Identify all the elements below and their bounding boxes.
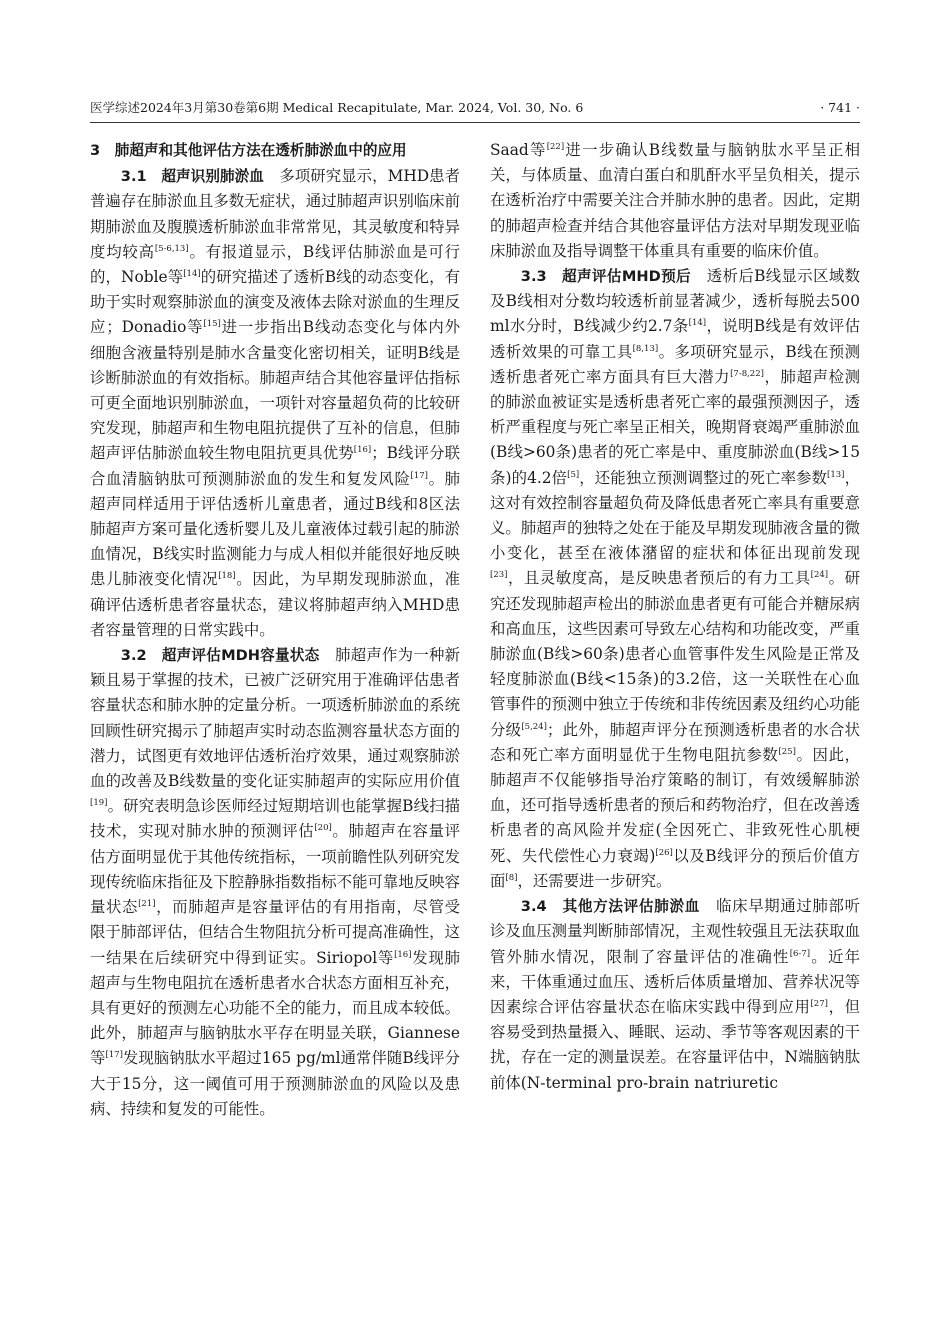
- citation: [18]: [218, 571, 236, 582]
- page-number: · 741 ·: [820, 100, 860, 115]
- citation: [25]: [778, 746, 796, 757]
- citation: [16]: [353, 445, 372, 456]
- section-3-2-continuation: Saad等[22]进一步确认B线数量与脑钠肽水平呈正相关，与体质量、血清白蛋白和肌酐水平呈负相关，提示在透析治疗中需要关注合并肺水肿的患者。因此，定期的肺超声检查并结合其他容量评估方法对早期发现亚临床肺淤血及指导调整干体重具有重要的临床价值。: [490, 141, 860, 260]
- citation: [5]: [567, 469, 580, 480]
- citation: [8,13]: [632, 343, 659, 354]
- section-3-2-paragraph: 3.2 超声评估MDH容量状态 肺超声作为一种新颖且易于掌握的技术，已被广泛研究用于准确评估患者容量状态和肺水肿的定量分析。一项透析肺淤血的系统回顾性研究揭示了肺超声实时动态监测容量状态方面的潜力，试图更有效地评估透析治疗效果，通过观察肺淤血的改善及B线数量的变化证实肺超声的实际应用价值[19]。研究表明急诊医师经过短期培训也能掌握B线扫描技术，实现对肺水肿的预测评估[20]。肺超声在容量评估方面明显优于其他传统指标，一项前瞻性队列研究发现传统临床指征及下腔静脉指数指标不能可靠地反映容量状态[21]，而肺超声是容量评估的有用指南，尽管受限于肺部评估，但结合生物阻抗分析可提高准确性，这一结果在后续研究中得到证实。Siriopol等[16]发现肺超声与生物电阻抗在透析患者水合状态方面相互补充，具有更好的预测左心功能不全的能力，而且成本较低。此外，肺超声与脑钠肽水平存在明显关联，Giannese等[17]发现脑钠肽水平超过165 pg/ml通常伴随B线评分大于15分，这一阈值可用于预测肺淤血的风险以及患病、持续和复发的可能性。: [90, 646, 460, 1118]
- citation: [14]: [183, 269, 201, 280]
- section-3-4-paragraph: 3.4 其他方法评估肺淤血 临床早期通过肺部听诊及血压测量判断肺部情况，主观性较强且无法获取血管外肺水情况，限制了容量评估的准确性[6-7]。近年来，干体重通过血压、透析后体质量增加、营养状况等因素综合评估容量状态在临床实践中得到应用[27]，但容易受到热量摄入、睡眠、运动、季节等客观因素的干扰，存在一定的测量误差。在容量评估中，N端脑钠肽前体(N-terminal pro-brain natriuretic: [490, 897, 860, 1092]
- subsection-3-1-heading: 3.1 超声识别肺淤血: [120, 168, 264, 186]
- citation: [13]: [827, 469, 845, 480]
- citation: [7-8,22]: [730, 368, 764, 379]
- citation: [26]: [655, 847, 673, 858]
- right-column: [490, 138, 860, 1122]
- citation: [17]: [105, 1050, 123, 1061]
- citation: [8]: [505, 872, 518, 883]
- left-column: [90, 138, 460, 1122]
- citation: [15]: [203, 319, 221, 330]
- section-3-title: 3 肺超声和其他评估方法在透析肺淤血中的应用: [90, 142, 407, 159]
- citation: [5,24]: [521, 721, 547, 732]
- citation: [21]: [138, 899, 156, 910]
- citation: [23]: [490, 570, 508, 581]
- subsection-3-3-heading: 3.3 超声评估MHD预后: [520, 268, 692, 286]
- citation: [16]: [394, 949, 412, 960]
- section-3-3-paragraph: 3.3 超声评估MHD预后 透析后B线显示区域数及B线相对分数均较透析前显著减少，透析每脱去500 ml水分时，B线减少约2.7条[14]，说明B线是有效评估透析效果的可靠工具[8,13]。多项研究显示，B线在预测透析患者死亡率方面具有巨大潜力[7-8,22]，肺超声检测的肺淤血被证实是透析患者死亡率的最强预测因子，透析严重程度与死亡率呈正相关，晚期肾衰竭严重肺淤血(B线>60条)患者的死亡率是中、重度肺淤血(B线>15条)的4.2倍[5]，还能独立预测调整过的死亡率参数[13]，这对有效控制容量超负荷及降低患者死亡率具有重要意义。肺超声的独特之处在于能及早期发现肺液含量的微小变化，甚至在液体潴留的症状和体征出现前发现[23]，且灵敏度高，是反映患者预后的有力工具[24]。研究还发现肺超声检出的肺淤血患者更有可能合并糖尿病和高血压，这些因素可导致左心结构和功能改变，严重肺淤血(B线>60条)患者心血管事件发生风险是正常及轻度肺淤血(B线<15条)的3.2倍，这一关联性在心血管事件的预测中独立于传统和非传统因素及纽约心功能分级[5,24]；此外，肺超声评分在预测透析患者的水合状态和死亡率方面明显优于生物电阻抗参数[25]。因此，肺超声不仅能够指导治疗策略的制订，有效缓解肺淤血，还可指导透析患者的预后和药物治疗，但在改善透析患者的高风险并发症(全因死亡、非致死性心肌梗死、失代偿性心力衰竭)[26]以及B线评分的预后价值方面[8]，还需要进一步研究。: [490, 267, 860, 890]
- journal-citation: 医学综述2024年3月第30卷第6期 Medical Recapitulate, Mar. 2024, Vol. 30, No. 6: [90, 100, 584, 115]
- citation: [19]: [90, 798, 108, 809]
- citation: [27]: [810, 998, 828, 1009]
- citation: [20]: [314, 823, 332, 834]
- citation: [24]: [810, 570, 829, 581]
- subsection-3-2-heading: 3.2 超声评估MDH容量状态: [120, 647, 320, 665]
- citation: [5-6,13]: [154, 243, 189, 254]
- citation: [14]: [688, 318, 707, 329]
- citation: [22]: [546, 142, 565, 153]
- article-body: [90, 138, 860, 1122]
- section-3-1-paragraph: 3.1 超声识别肺淤血 多项研究显示，MHD患者普遍存在肺淤血且多数无症状，通过肺超声识别临床前期肺淤血及腹膜透析肺淤血非常常见，其灵敏度和特异度均较高[5-6,13]。有报道显示，B线评估肺淤血是可行的，Noble等[14]的研究描述了透析B线的动态变化，有助于实时观察肺淤血的演变及液体去除对淤血的生理反应；Donadio等[15]进一步指出B线动态变化与体内外细胞含液量特别是肺水含量变化密切相关，证明B线是诊断肺淤血的有效指标。肺超声结合其他容量评估指标可更全面地识别肺淤血，一项针对容量超负荷的比较研究发现，肺超声和生物电阻抗提供了互补的信息，但肺超声评估肺淤血较生物电阻抗更具优势[16]；B线评分联合血清脑钠肽可预测肺淤血的发生和复发风险[17]。肺超声同样适用于评估透析儿童患者，通过B线和8区法肺超声方案可量化透析婴儿及儿童液体过载引起的肺淤血情况，B线实时监测能力与成人相似并能很好地反映患儿肺液变化情况[18]。因此，为早期发现肺淤血，准确评估透析患者容量状态，建议将肺超声纳入MHD患者容量管理的日常实践中。: [90, 167, 461, 639]
- citation: [6-7]: [789, 948, 811, 959]
- subsection-3-4-heading: 3.4 其他方法评估肺淤血: [520, 898, 701, 916]
- running-header: [90, 98, 860, 123]
- citation: [17]: [410, 470, 428, 481]
